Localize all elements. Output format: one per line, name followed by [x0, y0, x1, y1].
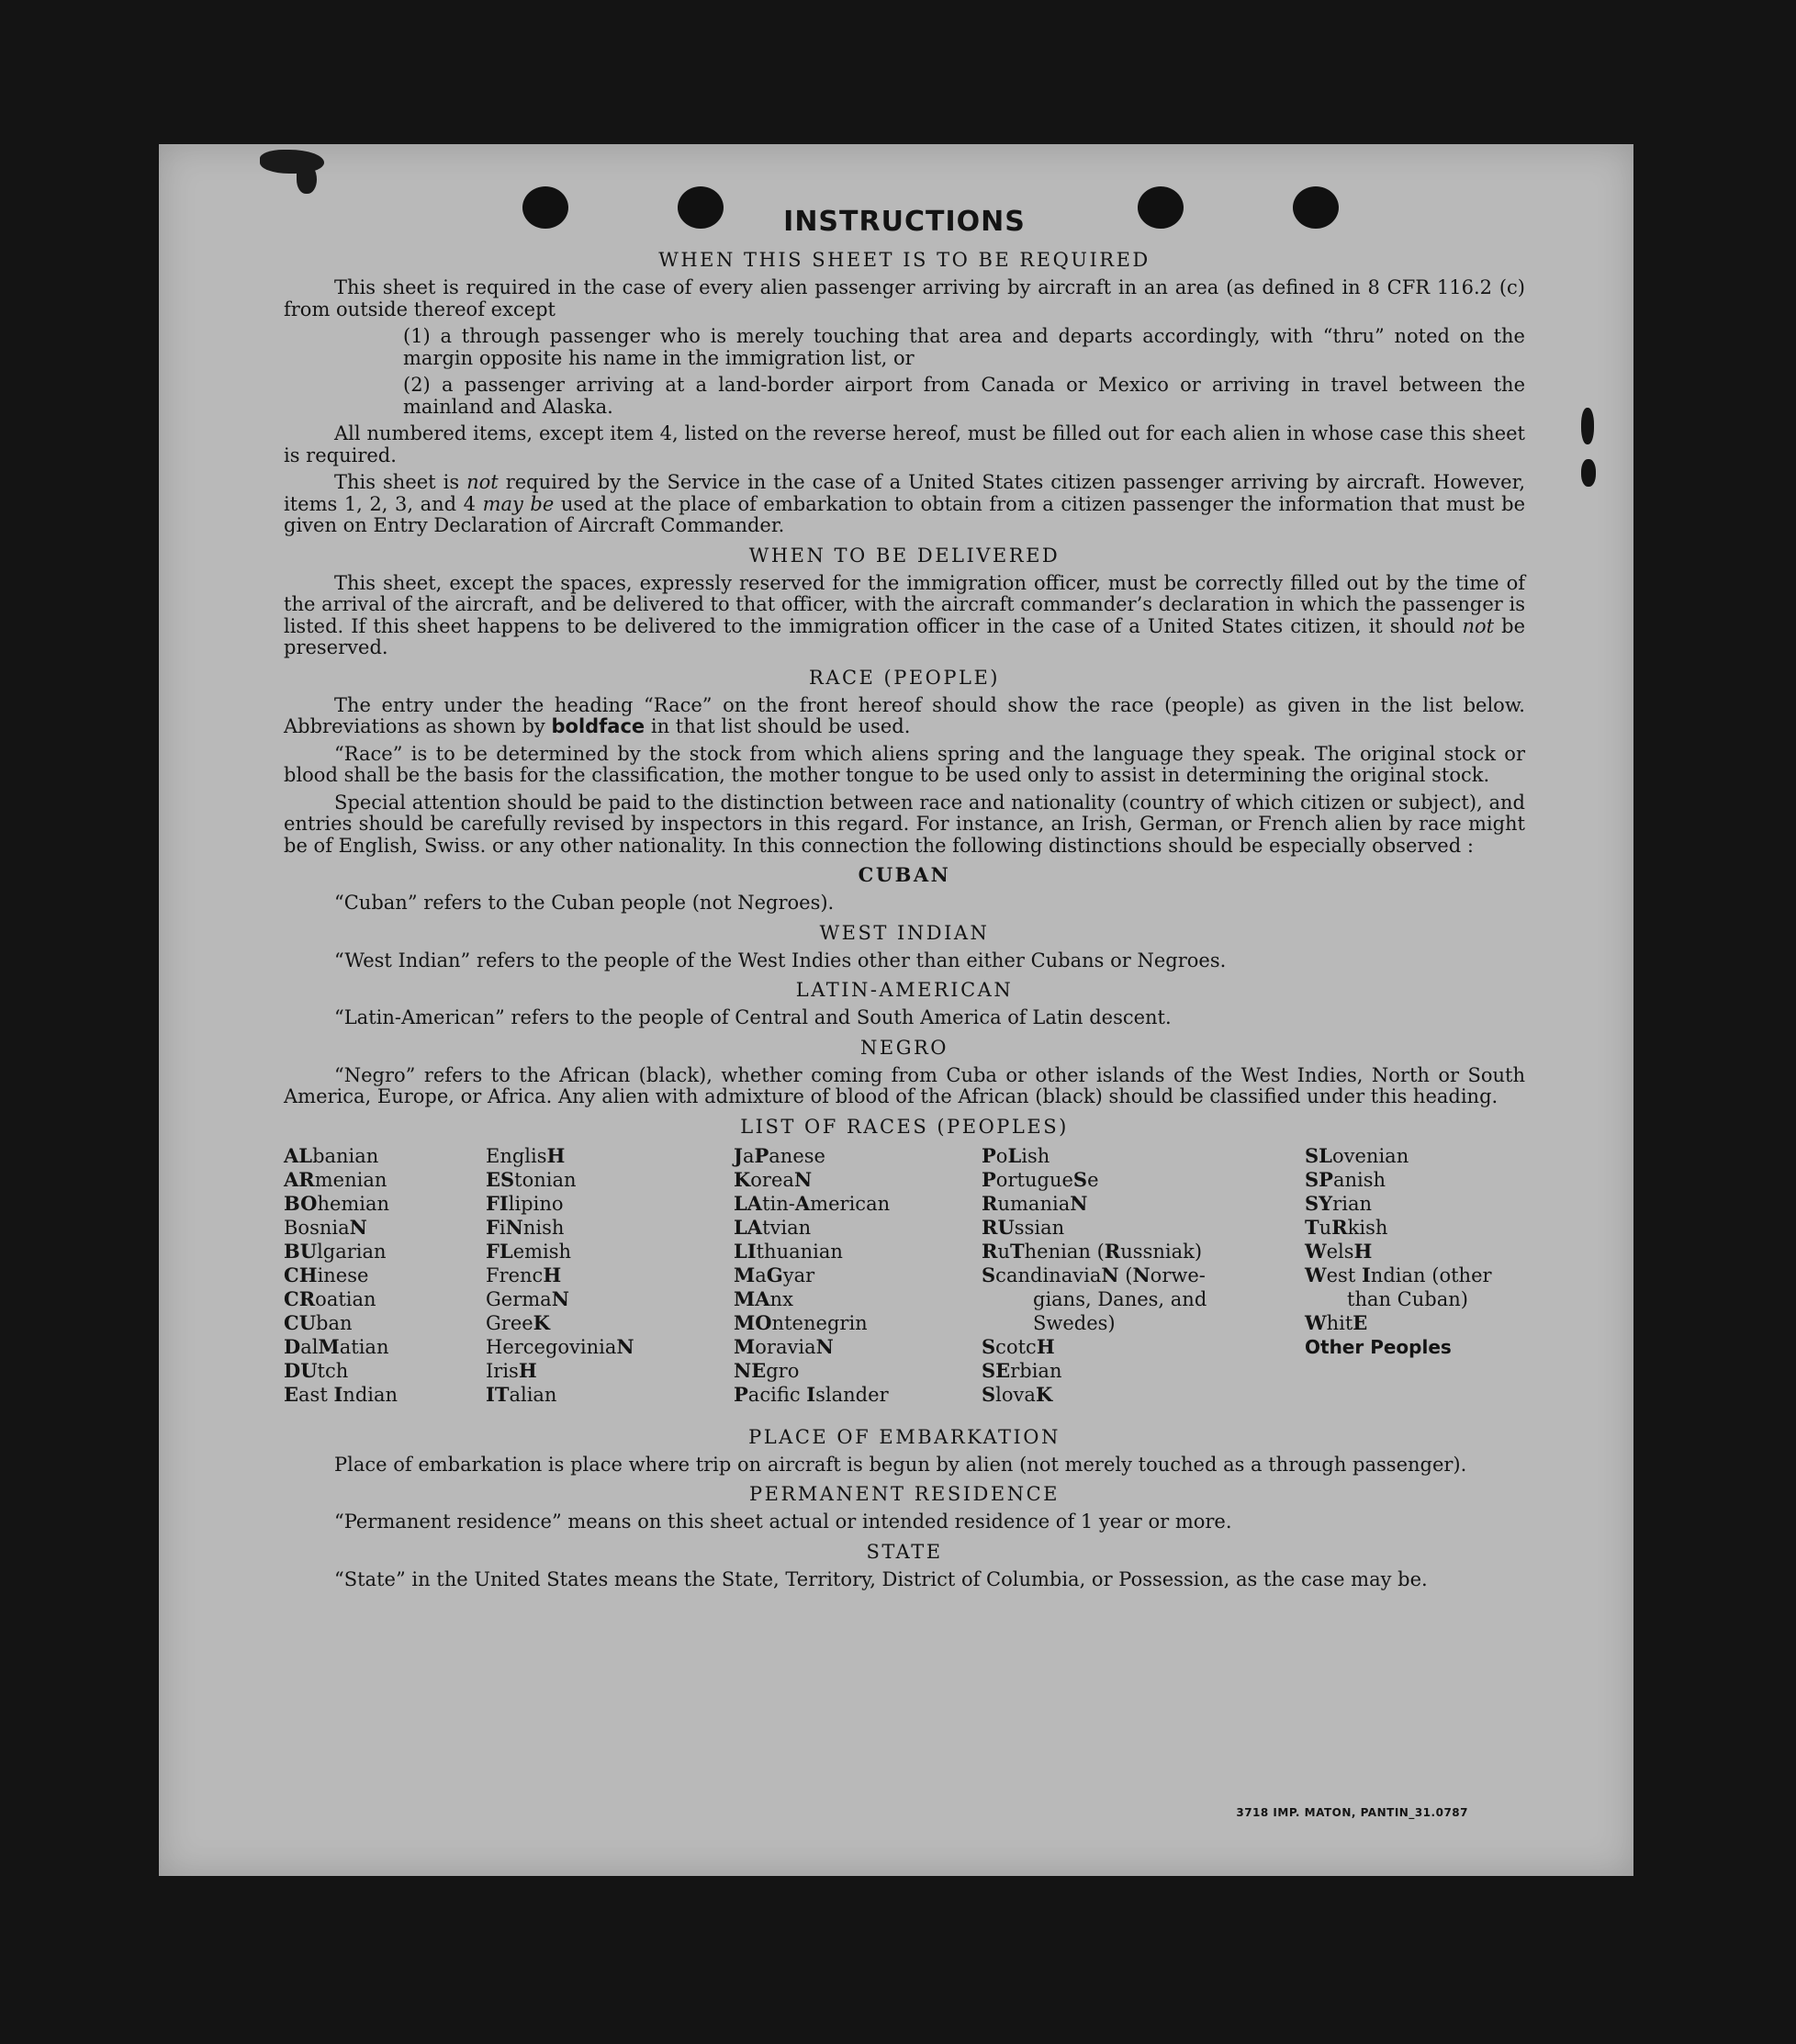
paragraph-cuban: “Cuban” refers to the Cuban people (not Negroes).: [334, 892, 835, 914]
race-entry: SYrian: [1305, 1191, 1372, 1215]
race-entry: GreeK: [486, 1310, 550, 1334]
race-column-4: [982, 1144, 1207, 1407]
race-entry: ALbanian: [284, 1143, 379, 1167]
race-column-2: [486, 1144, 634, 1407]
race-entry: NEgro: [734, 1358, 800, 1382]
heading-when-required: WHEN THIS SHEET IS TO BE REQUIRED: [658, 249, 1151, 271]
race-entry: BosniaN: [284, 1215, 367, 1239]
race-entry: CRoatian: [284, 1286, 376, 1310]
exception-item-1: (1) a through passenger who is merely touching that area and departs accordingly, with “thru” noted on the margin opposite his name in the immigration list, or: [403, 325, 1525, 369]
race-entry-continued: than Cuban): [1347, 1287, 1468, 1310]
race-entry: CHinese: [284, 1263, 369, 1286]
exception-item-2: (2) a passenger arriving at a land-border airport from Canada or Mexico or arriving in travel between the mainland and Alaska.: [403, 374, 1525, 418]
heading-negro: NEGRO: [859, 1036, 949, 1059]
race-entry: IrisH: [486, 1358, 537, 1382]
race-entry: BUlgarian: [284, 1239, 387, 1263]
race-entry: RuThenian (Russniak): [982, 1239, 1203, 1263]
race-entry: FIlipino: [486, 1191, 564, 1215]
heading-permanent-residence: PERMANENT RESIDENCE: [749, 1483, 1060, 1505]
printer-imprint: 3718 IMP. MATON, PANTIN_31.0787: [1236, 1806, 1468, 1819]
race-entry: EStonian: [486, 1167, 577, 1191]
race-entry: MoraviaN: [734, 1334, 834, 1358]
paragraph-race-stock: “Race” is to be determined by the stock from which aliens spring and the language they speak. The original stock or blood shall be the basis for the classification, the mother tongue to be used only to assist in determining the original stock.: [284, 742, 1525, 786]
heading-west-indian: WEST INDIAN: [819, 921, 990, 944]
paragraph-latin-american: “Latin-American” refers to the people of Central and South America of Latin descent.: [334, 1006, 1172, 1028]
race-entry: ARmenian: [284, 1167, 387, 1191]
race-entry: PortugueSe: [982, 1167, 1099, 1191]
race-entry: JaPanese: [734, 1143, 825, 1167]
race-entry: LIthuanian: [734, 1239, 843, 1263]
paragraph-negro: “Negro” refers to the African (black), whether coming from Cuba or other islands of the West Indies, North or South America, Europe, or Africa. Any alien with admixture of blood of the African (black) should be classified under this heading.: [284, 1063, 1525, 1107]
document-sheet: [159, 144, 1633, 1876]
race-entry: SErbian: [982, 1358, 1062, 1382]
paragraph-state: “State” in the United States means the State, Territory, District of Columbia, or Possession, as the case may be.: [334, 1567, 1428, 1590]
race-column-3: [734, 1144, 890, 1407]
heading-list-of-races: LIST OF RACES (PEOPLES): [740, 1115, 1069, 1138]
instructions-content: [284, 205, 1525, 1596]
race-entry: FrencH: [486, 1263, 562, 1286]
race-entry: RumaniaN: [982, 1191, 1088, 1215]
ink-smudge: [297, 163, 317, 194]
race-entry: MaGyar: [734, 1263, 815, 1286]
race-entry: DalMatian: [284, 1334, 389, 1358]
heading-latin-american: LATIN-AMERICAN: [795, 979, 1014, 1001]
race-entry: Pacifc Islander: [734, 1382, 889, 1406]
heading-race: RACE (PEOPLE): [808, 666, 1001, 689]
race-entry: DUtch: [284, 1358, 349, 1382]
heading-cuban: CUBAN: [858, 863, 951, 886]
race-entry-continued: Swedes): [1033, 1311, 1116, 1334]
race-entry: FLemish: [486, 1239, 572, 1263]
race-entry: SlovaK: [982, 1382, 1053, 1406]
race-entry: WhitE: [1305, 1310, 1368, 1334]
binding-mark: [1581, 459, 1596, 487]
race-entry: MAnx: [734, 1286, 793, 1310]
heading-embarkation: PLACE OF EMBARKATION: [748, 1425, 1061, 1448]
paragraph-embarkation: Place of embarkation is place where trip on aircraft is begun by alien (not merely touched as a through passenger).: [334, 1453, 1467, 1476]
race-list: [284, 1144, 1525, 1420]
race-entry: BOhemian: [284, 1191, 390, 1215]
race-entry: TuRkish: [1305, 1215, 1388, 1239]
paragraph-race-nationality: Special attention should be paid to the distinction between race and nationality (country of which citizen or subject), and entries should be carefully revised by inspectors in this regard. For instance, an Irish, German, or French alien by race might be of English, Swiss. or any other nationality. In this connection the following distinctions should be especially observed :: [284, 791, 1525, 857]
race-entry: LAtin-American: [734, 1191, 891, 1215]
race-entry-other-peoples: Other Peoples: [1305, 1335, 1452, 1358]
paragraph-citizen: This sheet is not required by the Service in the case of a United States citizen passenger arriving by aircraft. However, items 1, 2, 3, and 4 may be used at the place of embarkation to obtain from a citizen passenger the information that must be given on Entry Declaration of Aircraft Commander.: [284, 471, 1525, 536]
heading-state: STATE: [866, 1540, 943, 1563]
paragraph-numbered-items: All numbered items, except item 4, listed on the reverse hereof, must be filled out for each alien in whose case this sheet is required.: [284, 422, 1525, 466]
race-column-5: [1305, 1144, 1492, 1359]
page-title: INSTRUCTIONS: [783, 206, 1026, 238]
heading-when-delivered: WHEN TO BE DELIVERED: [748, 544, 1061, 567]
paragraph-delivered: This sheet, except the spaces, expressly reserved for the immigration officer, must be correctly filled out by the time of the arrival of the aircraft, and be delivered to that officer, with the aircraft commander’s declaration in which the passenger is listed. If this sheet happens to be delivered to the immigration officer in the case of a United States citizen, it should not be preserved.: [284, 571, 1526, 658]
race-entry: KoreaN: [734, 1167, 813, 1191]
race-entry: SPanish: [1305, 1167, 1386, 1191]
paragraph-race-entry: The entry under the heading “Race” on the front hereof should show the race (people) as given in the list below. Abbreviations as shown by boldface in that list should be used.: [284, 693, 1525, 737]
race-entry: MOntenegrin: [734, 1310, 868, 1334]
race-entry: LAtvian: [734, 1215, 812, 1239]
race-entry: EnglisH: [486, 1143, 566, 1167]
binding-mark: [1581, 408, 1594, 444]
paragraph-west-indian: “West Indian” refers to the people of the West Indies other than either Cubans or Negroes.: [334, 949, 1227, 971]
race-entry-continued: gians, Danes, and: [1033, 1287, 1207, 1310]
race-entry: ITalian: [486, 1382, 557, 1406]
race-entry: CUban: [284, 1310, 353, 1334]
race-entry: FiNnish: [486, 1215, 565, 1239]
race-entry: RUssian: [982, 1215, 1065, 1239]
race-entry: ScandinaviaN (Norwe-: [982, 1263, 1206, 1286]
race-entry: GermaN: [486, 1286, 569, 1310]
paragraph-permanent-residence: “Permanent residence” means on this sheet actual or intended residence of 1 year or more.: [334, 1511, 1232, 1533]
race-entry: SLovenian: [1305, 1143, 1409, 1167]
race-column-1: [284, 1144, 398, 1407]
race-entry: ScotcH: [982, 1334, 1055, 1358]
race-entry: East Indian: [284, 1382, 398, 1406]
race-entry: HercegoviniaN: [486, 1334, 634, 1358]
race-entry: WelsH: [1305, 1239, 1373, 1263]
race-entry: West Indian (other: [1305, 1263, 1492, 1286]
paragraph-required-intro: This sheet is required in the case of every alien passenger arriving by aircraft in an area (as defined in 8 CFR 116.2 (c) from outside thereof except: [284, 276, 1525, 320]
race-entry: PoLish: [982, 1143, 1050, 1167]
